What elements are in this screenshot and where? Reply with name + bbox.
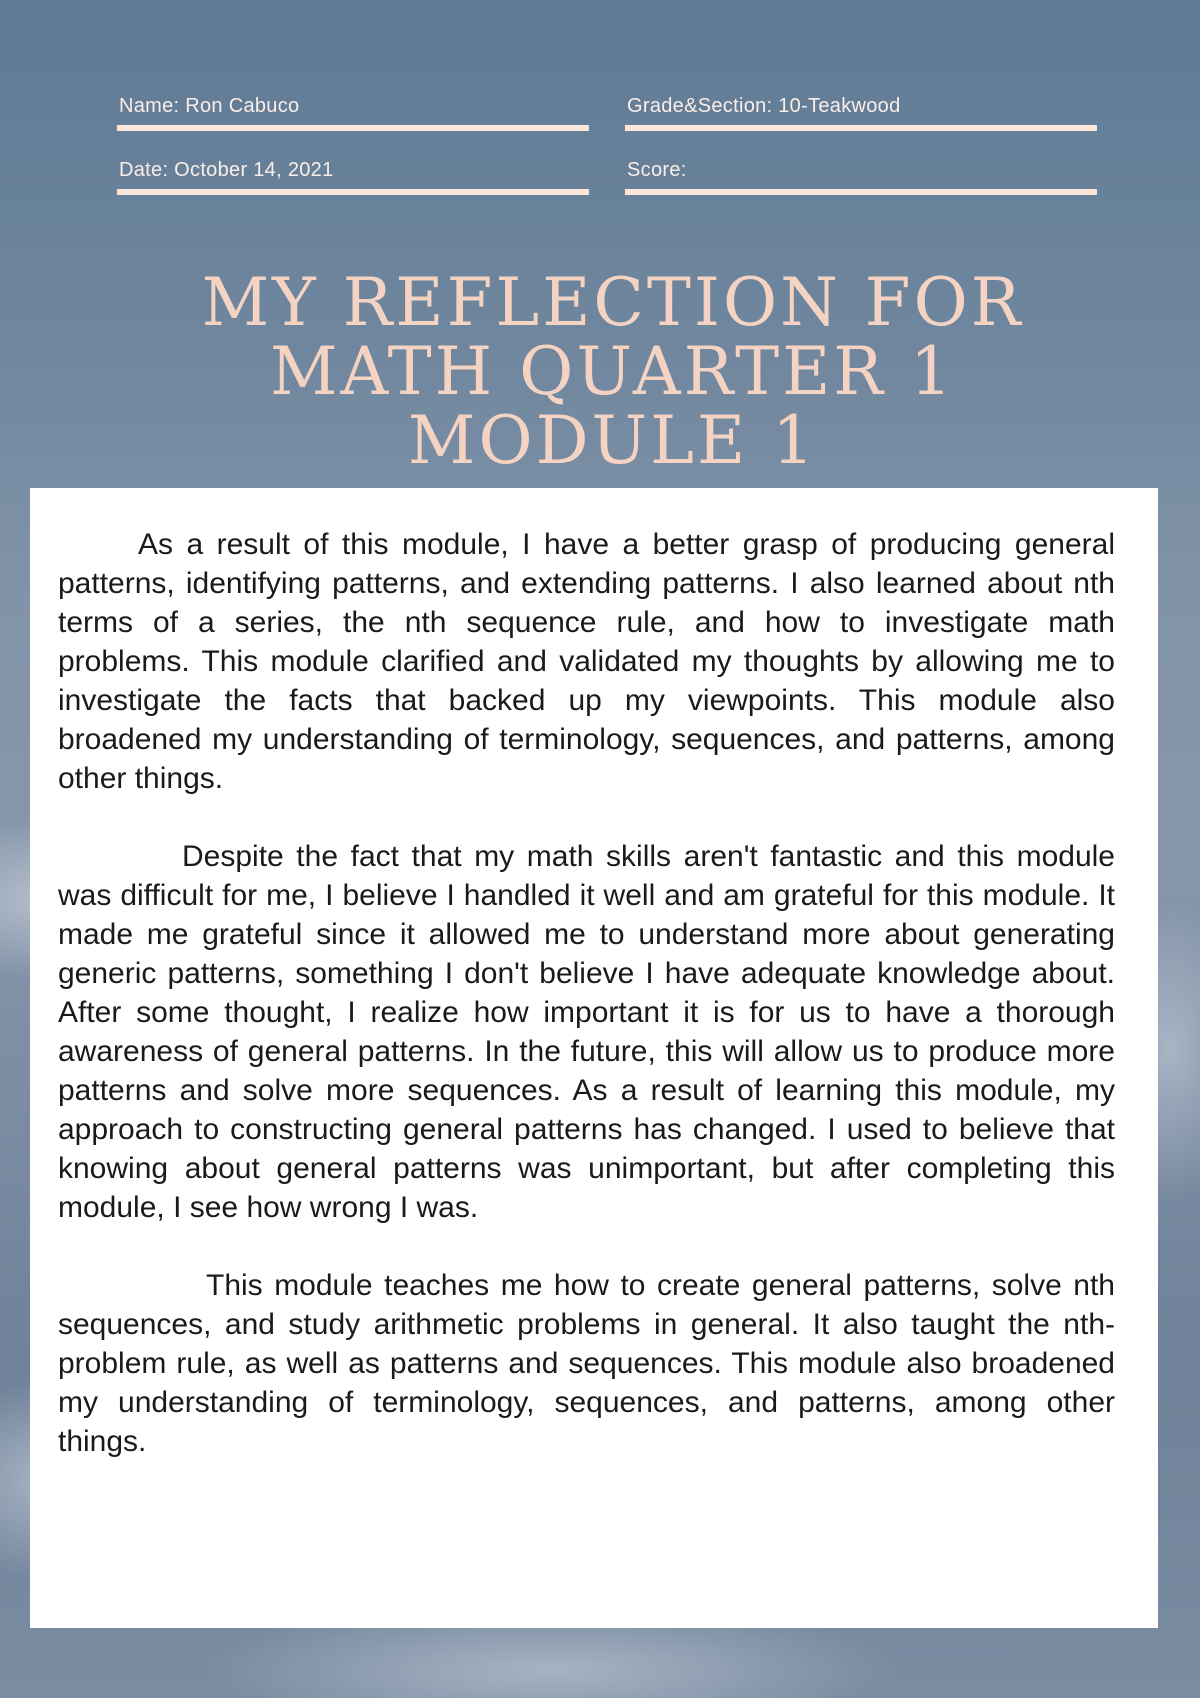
paragraph: Despite the fact that my math skills aren't fantastic and this module was difficult for me, I believe I handled it well and am grateful for this module. It made me grateful since it allowed me to understand more about generating generic patterns, something I don't believe I have adequate knowledge about. After some thought, I realize how important it is for us to have a thorough awareness of general patterns. In the future, this will allow us to produce more patterns and solve more sequences. As a result of learning this module, my approach to constructing general patterns has changed. I used to believe that knowing about general patterns was unimportant, but after completing this module, I see how wrong I was. (58, 840, 1115, 1224)
title-line: MY REFLECTION FOR (201, 264, 1024, 341)
reflection-body (58, 525, 1115, 1500)
date-field (117, 159, 589, 195)
score-underline (625, 189, 1097, 195)
paragraph: This module teaches me how to create general patterns, solve nth sequences, and study arithmetic problems in general. It also taught the nth-problem rule, as well as patterns and sequences. This module also broadened my understanding of terminology, sequences, and patterns, among other things. (58, 1269, 1115, 1458)
date-label: Date: October 14, 2021 (119, 159, 334, 181)
grade-section-underline (625, 125, 1097, 131)
name-label: Name: Ron Cabuco (119, 95, 300, 117)
score-label: Score: (627, 159, 687, 181)
page-title (0, 264, 1200, 479)
name-underline (117, 125, 589, 131)
name-field (117, 95, 589, 131)
grade-section-field (625, 95, 1097, 131)
paragraph: As a result of this module, I have a better grasp of producing general patterns, identifying patterns, and extending patterns. I also learned about nth terms of a series, the nth sequence rule, and how to investigate math problems. This module clarified and validated my thoughts by allowing me to investigate the facts that backed up my viewpoints. This module also broadened my understanding of terminology, sequences, and patterns, among other things. (58, 528, 1115, 795)
score-field (625, 159, 1097, 195)
title-line: MATH QUARTER 1 (270, 333, 955, 410)
title-line: MODULE 1 (407, 402, 818, 479)
date-underline (117, 189, 589, 195)
grade-section-label: Grade&Section: 10-Teakwood (627, 95, 901, 117)
